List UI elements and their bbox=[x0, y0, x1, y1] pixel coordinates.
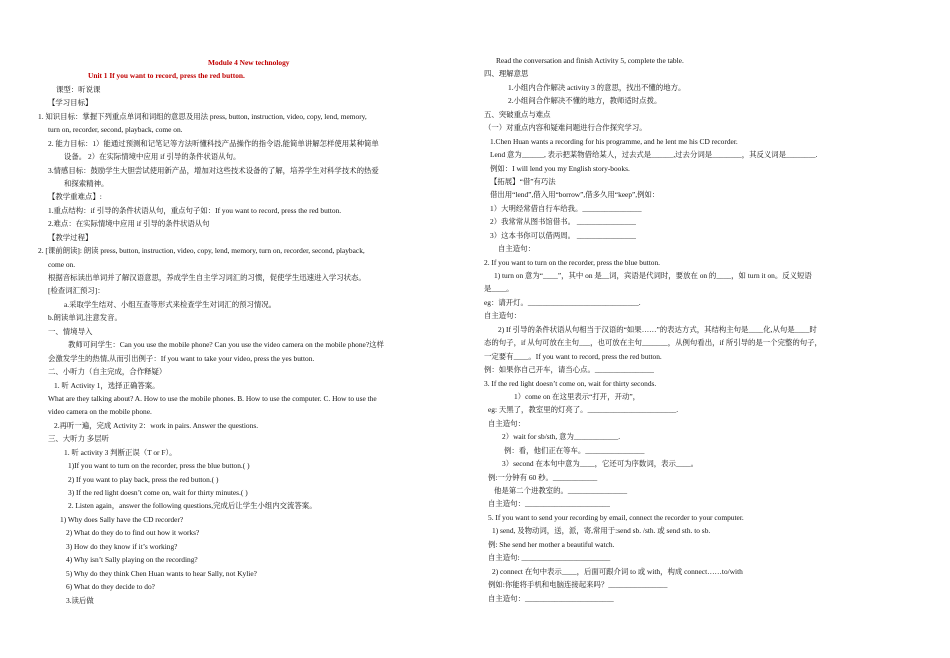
text-line: 2) What do they do to find out how it works? bbox=[66, 528, 200, 538]
text-line: 3) How do they know if it’s working? bbox=[66, 541, 178, 551]
text-line: 2.难点：在实际情境中应用 if 引导的条件状语从句 bbox=[48, 219, 210, 229]
text-line: 3.读后做 bbox=[66, 595, 94, 605]
text-line: 1.重点结构：if 引导的条件状语从句，重点句子如：If you want to record, press the red button. bbox=[48, 205, 342, 215]
text-line: （一）对重点内容和疑难问题进行合作探究学习。 bbox=[484, 123, 647, 133]
text-line: 例：如果你自己开车，请当心点。________________ bbox=[484, 365, 654, 375]
text-line: 1. 听 activity 3 判断正误（T or F）。 bbox=[64, 447, 177, 457]
text-line: 四、理解意思 bbox=[484, 69, 529, 79]
text-line: 借出用“lend”,借入用“borrow”,借多久用“keep”,例如： bbox=[490, 190, 660, 200]
text-line: 2) If 引导的条件状语从句相当于汉语的“如果……”的表达方式，其结构主句是____化,从句是____时 bbox=[498, 324, 817, 334]
text-line: 2）wait for sb/sth, 意为____________. bbox=[502, 432, 621, 442]
text-line: 根据音标读出单词并了解汉语意思，养成学生自主学习词汇的习惯，促使学生迅速进入学习状态。 bbox=[48, 273, 366, 282]
text-line: 态的句子，if 从句可放在主句___，也可放在主句_______，从例句看出，if 所引导的是一个完整的句子， bbox=[484, 338, 822, 348]
text-line: 2.再听一遍，完成 Activity 2：work in pairs. Answer the questions. bbox=[54, 420, 259, 430]
text-line: 二、小听力（自主完成，合作释疑） bbox=[48, 367, 167, 377]
text-line: 5) Why do they think Chen Huan wants to hear Sally, not Kylie? bbox=[66, 568, 257, 578]
text-line: a.采取学生结对、小组互查等形式来检查学生对词汇的预习情况。 bbox=[64, 299, 277, 309]
text-line: 自主造句： bbox=[498, 244, 535, 254]
text-line: 3）这本书你可以借两周。 ________________ bbox=[490, 230, 636, 240]
right-column bbox=[484, 54, 902, 605]
text-line: 1）come on 在这里表示“打开，开动”， bbox=[514, 391, 641, 401]
text-line: 3）second 在本句中意为____，它还可为序数词，表示____。 bbox=[502, 459, 699, 469]
text-line: [检查词汇预习]： bbox=[48, 286, 105, 296]
text-line: 例：看，他们正在等车。________________ bbox=[504, 445, 645, 455]
text-line: eg：请开灯。______________________________. bbox=[484, 297, 641, 307]
text-line: 自主造句：_______________________ bbox=[488, 499, 610, 509]
text-line: 2. [课前朗读]: 朗读 press, button, instruction, video, copy, lend, memory, turn on, recorder, second, playback, bbox=[38, 246, 365, 256]
text-line: turn on, recorder, second, playback, come on. bbox=[48, 125, 183, 135]
text-line: 【拓展】“借”有巧法 bbox=[490, 176, 556, 186]
text-line: come on. bbox=[48, 259, 76, 269]
text-line: 2) If you want to play back, press the red button.( ) bbox=[68, 474, 219, 484]
text-line: 4) Why isn’t Sally playing on the recording? bbox=[66, 555, 198, 565]
text-line: 五、突破重点与难点 bbox=[484, 109, 551, 119]
text-line: Unit 1 If you want to record, press the red button. bbox=[88, 71, 245, 81]
text-line: eg: 天黑了，教室里的灯亮了。________________________. bbox=[488, 405, 679, 415]
text-line: 例如:你能将手机和电脑连接起来吗？________________ bbox=[488, 580, 668, 590]
text-line: 自主造句： bbox=[484, 311, 521, 321]
text-line: 1) send, 及物动词，送，派，寄,常用于:send sb. /sth. 或 send sth. to sb. bbox=[492, 526, 711, 536]
text-line: 2. If you want to turn on the recorder, press the blue button. bbox=[484, 257, 661, 267]
text-line: 1) Why does Sally have the CD recorder? bbox=[60, 514, 184, 524]
text-line: 三、大听力 多层听 bbox=[48, 434, 109, 444]
text-line: 2. Listen again，answer the following questions,完成后让学生小组内交流答案。 bbox=[68, 501, 317, 511]
text-line: 和探索精神。 bbox=[64, 178, 109, 188]
text-line: 2. 能力目标：1）能通过预测和记笔记等方法听懂科技产品操作的指令语,能简单讲解怎样使用某种简单 bbox=[48, 138, 379, 148]
text-line: 3.情感目标：鼓励学生大胆尝试使用新产品，增加对这些技术设备的了解，培养学生对科学技术的热爱 bbox=[48, 165, 379, 175]
text-line: 1）大明经常借自行车给我。________________ bbox=[490, 203, 642, 213]
text-line: 例如：I will lend you my English story-books. bbox=[490, 163, 630, 173]
text-line: 他是第二个进教室的。________________ bbox=[494, 486, 628, 495]
text-line: 【学习目标】 bbox=[48, 98, 93, 108]
text-line: Read the conversation and finish Activity 5, complete the table. bbox=[496, 56, 684, 65]
text-line: 3. If the red light doesn’t come on, wait for thirty seconds. bbox=[484, 378, 657, 388]
text-line: 【教学过程】 bbox=[48, 232, 93, 242]
text-line: 1)If you want to turn on the recorder, press the blue button.( ) bbox=[68, 461, 250, 471]
text-line: 自主造句：________________________ bbox=[488, 593, 614, 603]
text-line: 1. 听 Activity 1，选择正确答案。 bbox=[54, 380, 160, 390]
text-line: 例:一分钟有 60 秒。____________ bbox=[488, 472, 598, 482]
text-line: Module 4 New technology bbox=[208, 58, 290, 67]
text-line: 【教学重难点】: bbox=[48, 192, 102, 202]
text-line: 3) If the red light doesn’t come on, wait for thirty minutes.( ) bbox=[68, 488, 248, 497]
text-line: 例: She send her mother a beautiful watch. bbox=[488, 539, 615, 549]
text-line: 6) What do they decide to do? bbox=[66, 582, 155, 592]
text-line: 1.小组内合作解决 activity 3 的意思，找出不懂的地方。 bbox=[508, 82, 686, 92]
text-line: Lend 意为______, 表示把某物借给某人，过去式是______,过去分词是________，其反义词是________. bbox=[490, 150, 818, 160]
left-column bbox=[38, 56, 466, 607]
text-line: 2）我常常从图书馆借书。 ________________ bbox=[490, 217, 636, 227]
text-line: 教师可问学生：Can you use the mobile phone? Can you use the video camera on the mobile phone?这样 bbox=[68, 340, 384, 350]
text-line: 一定要有____。If you want to record, press the red button. bbox=[484, 351, 662, 361]
text-line: 一、情境导入 bbox=[48, 326, 93, 336]
text-line: 自主造句： bbox=[488, 418, 525, 428]
text-line: 2.小组间合作解决不懂的地方，教师适时点拨。 bbox=[508, 96, 662, 106]
text-line: 1. 知识目标：掌握下列重点单词和词组的意思及用法 press, button, instruction, video, copy, lend, memory, bbox=[38, 111, 367, 121]
text-line: video camera on the mobile phone. bbox=[48, 407, 152, 417]
text-line: What are they talking about? A. How to use the mobile phones. B. How to use the computer. C. How to use the bbox=[48, 393, 377, 403]
text-line: 2) connect 在句中表示____，后面可跟介词 to 或 with，构成 connect……to/with bbox=[492, 566, 743, 576]
text-line: 1) turn on 意为“____”，其中 on 是__词，宾语是代词时，要放在 on 的____，如 turn it on。反义短语 bbox=[494, 271, 812, 280]
text-line: 会激发学生的热情,从而引出例子：If you want to take your video, press the yes button. bbox=[48, 353, 315, 363]
text-line: 是____。 bbox=[484, 284, 514, 294]
text-line: 5. If you want to send your recording by email, connect the recorder to your computer. bbox=[488, 512, 744, 522]
text-line: b.朗读单词,注意发音。 bbox=[48, 313, 122, 323]
text-line: 课型：听说课 bbox=[56, 84, 101, 94]
text-line: 1.Chen Huan wants a recording for his programme, and he lent me his CD recorder. bbox=[490, 136, 738, 146]
text-line: 设备。 2）在实际情境中应用 if 引导的条件状语从句。 bbox=[64, 152, 241, 162]
text-line: 自主造句: ________________________ bbox=[488, 553, 611, 563]
